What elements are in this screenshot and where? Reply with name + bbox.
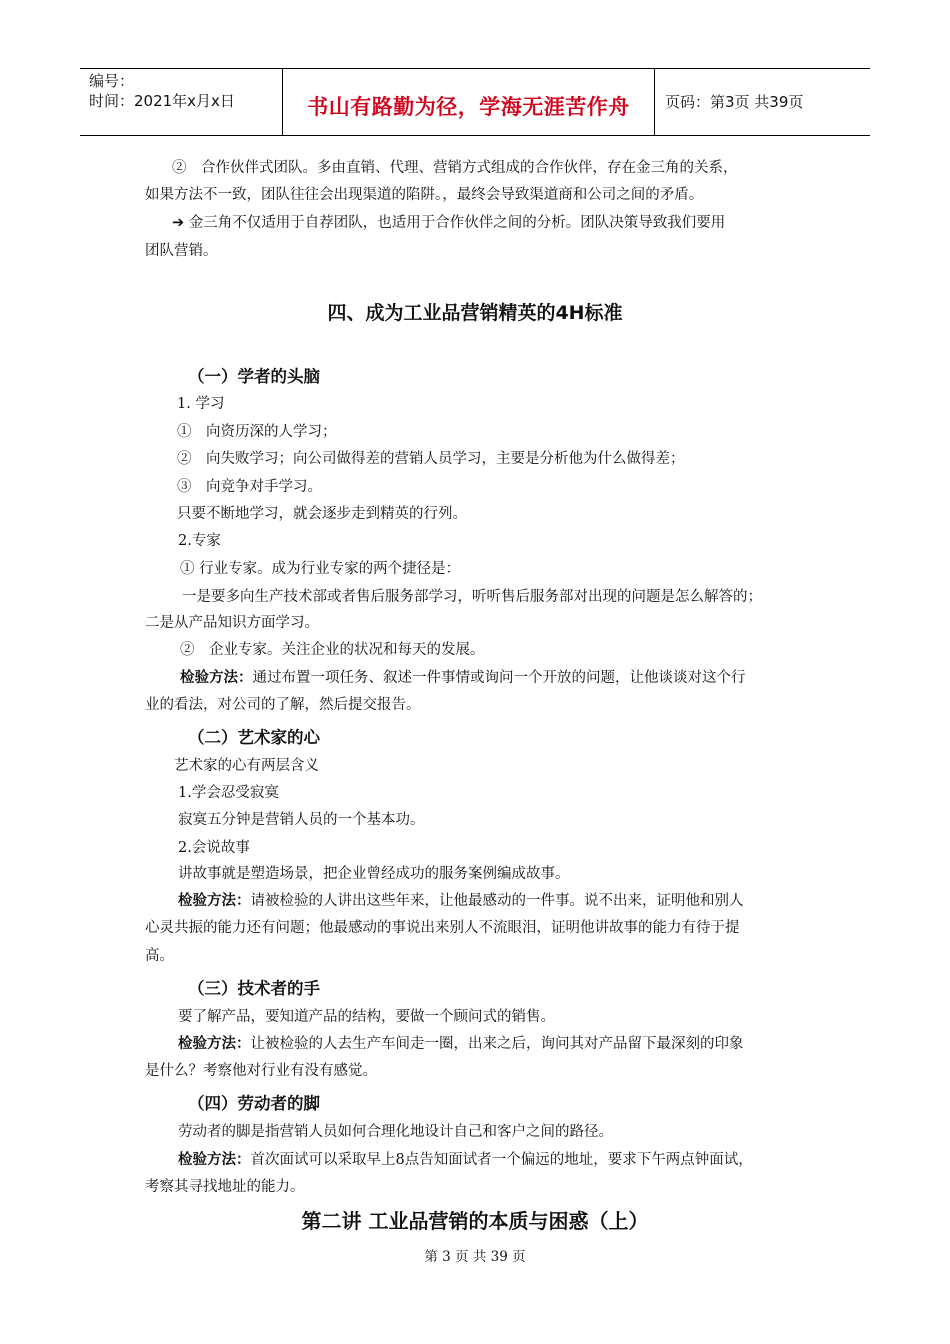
list-item: ② 企业专家。关注企业的状况和每天的发展。: [180, 642, 485, 658]
page-header: [80, 68, 870, 136]
paragraph-line: 只要不断地学习，就会逐步走到精英的行列。: [177, 506, 467, 522]
paragraph-line: 团队营销。: [145, 243, 218, 259]
list-item: ① 向资历深的人学习；: [177, 424, 337, 440]
header-motto: 书山有路勤为径，学海无涯苦作舟: [307, 95, 630, 119]
paragraph-line: 艺术家的心有两层含义: [174, 758, 319, 774]
document-number-label: 编号：: [89, 72, 135, 90]
list-item: 1. 学习: [177, 396, 225, 412]
list-item: ① 行业专家。成为行业专家的两个捷径是：: [180, 561, 461, 577]
section-heading: 四、成为工业品营销精英的4H标准: [327, 302, 623, 324]
paragraph-line: 一是要多向生产技术部或者售后服务部学习，听听售后服务部对出现的问题是怎么解答的；: [182, 589, 762, 605]
check-method-label: 检验方法：: [178, 893, 251, 909]
paragraph-text: 通过布置一项任务、叙述一件事情或询问一个开放的问题，让他谈谈对这个行: [252, 670, 746, 686]
paragraph-line: ② 合作伙伴式团队。多由直销、代理、营销方式组成的合作伙伴，存在金三角的关系，: [172, 160, 738, 176]
list-item: ② 向失败学习；向公司做得差的营销人员学习，主要是分析他为什么做得差；: [177, 451, 685, 467]
paragraph-line: 是什么？考察他对行业有没有感觉。: [145, 1063, 377, 1079]
paragraph-line: 高。: [145, 948, 174, 964]
paragraph-line: 考察其寻找地址的能力。: [145, 1179, 305, 1195]
paragraph-line: [180, 668, 746, 688]
paragraph-line: 要了解产品，要知道产品的结构，要做一个顾问式的销售。: [178, 1009, 555, 1025]
paragraph-text: 请被检验的人讲出这些年来，让他最感动的一件事。说不出来，证明他和别人: [250, 893, 744, 909]
paragraph-line: 劳动者的脚是指营销人员如何合理化地设计自己和客户之间的路径。: [178, 1124, 613, 1140]
header-meta: [80, 69, 283, 135]
paragraph-line: [172, 213, 725, 233]
paragraph-line: 心灵共振的能力还有问题；他最感动的事说出来别人不流眼泪，证明他讲故事的能力有待于提: [145, 920, 740, 936]
list-item: 2.专家: [178, 533, 221, 549]
paragraph-text: 金三角不仅适用于自荐团队，也适用于合作伙伴之间的分析。团队决策导致我们要用: [184, 215, 726, 231]
list-item: ③ 向竞争对手学习。: [177, 479, 322, 495]
paragraph-line: [178, 1034, 744, 1054]
paragraph-line: 如果方法不一致，团队往往会出现渠道的陷阱。，最终会导致渠道商和公司之间的矛盾。: [145, 187, 704, 203]
header-motto-cell: [283, 69, 655, 135]
check-method-label: 检验方法：: [180, 670, 253, 686]
subsection-heading: （三）技术者的手: [188, 979, 320, 998]
paragraph-line: [178, 1150, 753, 1170]
paragraph-line: [178, 891, 744, 911]
check-method-label: 检验方法：: [178, 1036, 251, 1052]
list-item: 1.学会忍受寂寞: [178, 785, 279, 801]
paragraph-line: 二是从产品知识方面学习。: [145, 615, 319, 631]
paragraph-text: 让被检验的人去生产车间走一圈，出来之后，询问其对产品留下最深刻的印象: [250, 1036, 744, 1052]
paragraph-text: 首次面试可以采取早上8点告知面试者一个偏远的地址，要求下午两点钟面试，: [250, 1152, 753, 1168]
page-footer: 第 3 页 共 39 页: [424, 1249, 526, 1265]
paragraph-line: 讲故事就是塑造场景，把企业曾经成功的服务案例编成故事。: [178, 866, 570, 882]
subsection-heading: （二）艺术家的心: [188, 728, 320, 747]
document-time-label: 时间：2021年x月x日: [89, 92, 235, 110]
lecture-heading: 第二讲 工业品营销的本质与困惑（上）: [301, 1209, 649, 1233]
subsection-heading: （四）劳动者的脚: [188, 1094, 320, 1113]
check-method-label: 检验方法：: [178, 1152, 251, 1168]
list-item: 2.会说故事: [178, 840, 250, 856]
subsection-heading: （一）学者的头脑: [188, 367, 320, 386]
paragraph-line: 寂寞五分钟是营销人员的一个基本功。: [178, 812, 425, 828]
paragraph-line: 业的看法，对公司的了解，然后提交报告。: [145, 697, 421, 713]
arrow-right-icon: ➔: [172, 215, 185, 231]
header-page-number: 页码：第3页 共39页: [665, 93, 804, 111]
